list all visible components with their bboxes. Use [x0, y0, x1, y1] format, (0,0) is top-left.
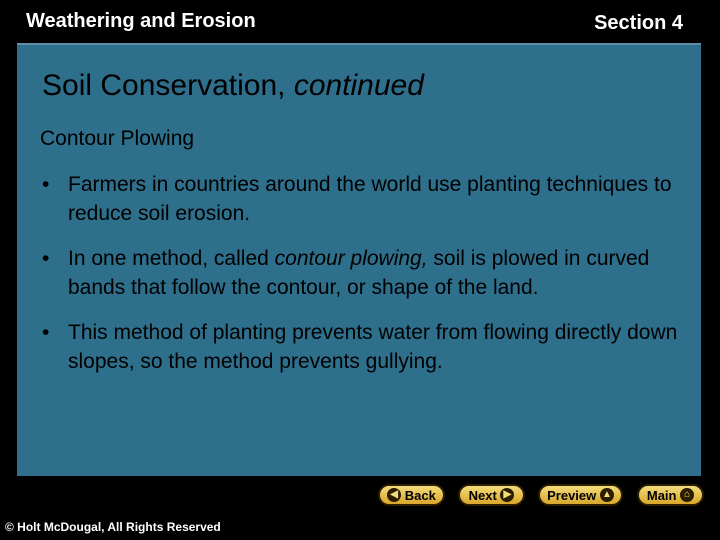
- back-label: Back: [404, 487, 436, 503]
- sub-heading: Contour Plowing: [40, 127, 195, 150]
- slide-heading-main: Soil Conservation,: [42, 69, 286, 102]
- bullet-item: [40, 170, 680, 228]
- section-label: Section 4: [594, 12, 683, 34]
- bullet-text-post: soil is plowed in curved bands that follow the contour, or shape of the land.: [68, 247, 650, 299]
- bullet-term: contour plowing,: [274, 247, 428, 270]
- header-bar: [0, 0, 720, 44]
- slide-heading-continued: continued: [293, 69, 424, 102]
- bullet-text: This method of planting prevents water from flowing directly down slopes, so the method prevents gullying.: [68, 321, 678, 373]
- bullet-text: Farmers in countries around the world use planting techniques to reduce soil erosion.: [68, 173, 672, 225]
- main-button[interactable]: [637, 484, 704, 506]
- preview-label: Preview: [547, 487, 597, 503]
- copyright-notice: © Holt McDougal, All Rights Reserved: [5, 520, 221, 534]
- main-label: Main: [646, 487, 677, 503]
- home-icon: ⌂: [680, 488, 694, 502]
- eject-icon: ▲: [600, 488, 614, 502]
- back-button[interactable]: [378, 484, 445, 506]
- bullet-item: [40, 318, 680, 376]
- next-label: Next: [468, 487, 497, 503]
- bullet-text-pre: In one method, called: [68, 247, 275, 270]
- chevron-right-icon: ▶: [500, 488, 514, 502]
- chapter-title: Weathering and Erosion: [26, 10, 256, 32]
- bullet-list: [40, 170, 680, 392]
- next-button[interactable]: [458, 484, 525, 506]
- bullet-item: [40, 244, 680, 302]
- preview-button[interactable]: [538, 484, 623, 506]
- slide-heading: [42, 69, 424, 103]
- chevron-left-icon: ◀: [387, 488, 401, 502]
- content-panel: [17, 43, 701, 476]
